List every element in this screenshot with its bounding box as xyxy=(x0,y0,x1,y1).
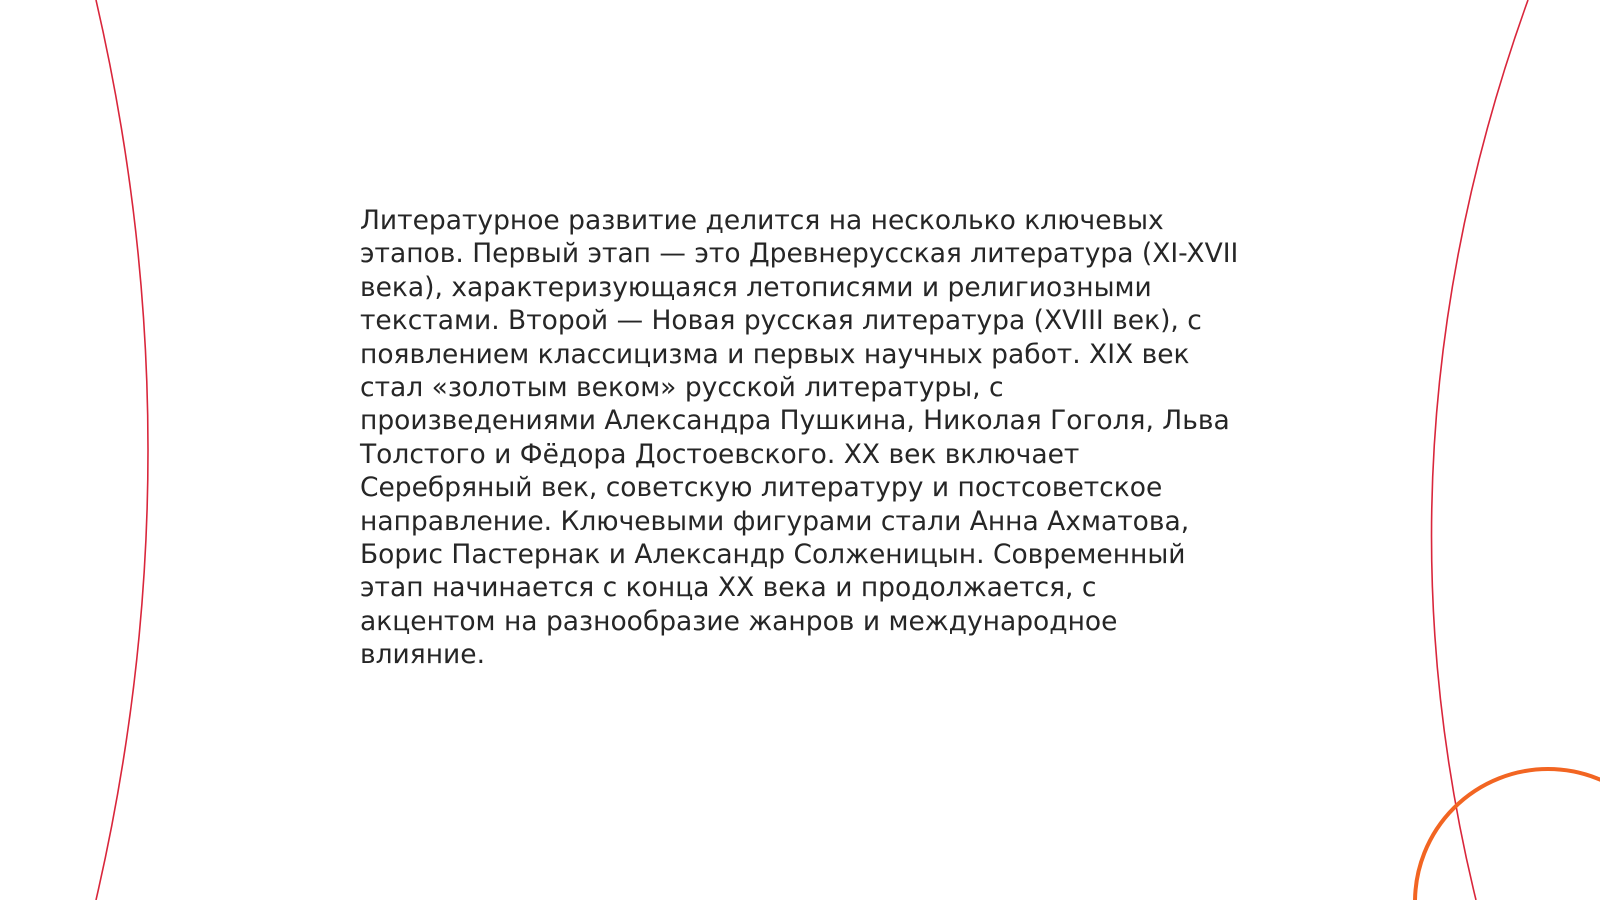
right-arc-line xyxy=(1432,0,1528,900)
left-arc-line xyxy=(96,0,148,900)
slide-body-text: Литературное развитие делится на несколько ключевых этапов. Первый этап — это Древнерусская литература (XI-XVII века), характеризующаяся летописями и религиозными текстами. Второй — Новая русская литература (XVIII век), с появлением классицизма и первых научных работ. XIX век стал «золотым веком» русской литературы, с произведениями Александра Пушкина, Николая Гоголя, Льва Толстого и Фёдора Достоевского. XX век включает Серебряный век, советскую литературу и постсоветское направление. Ключевыми фигурами стали Анна Ахматова, Борис Пастернак и Александр Солженицын. Современный этап начинается с конца XX века и продолжается, с акцентом на разнообразие жанров и международное влияние. xyxy=(360,205,1239,671)
corner-circle-accent xyxy=(1415,769,1600,900)
